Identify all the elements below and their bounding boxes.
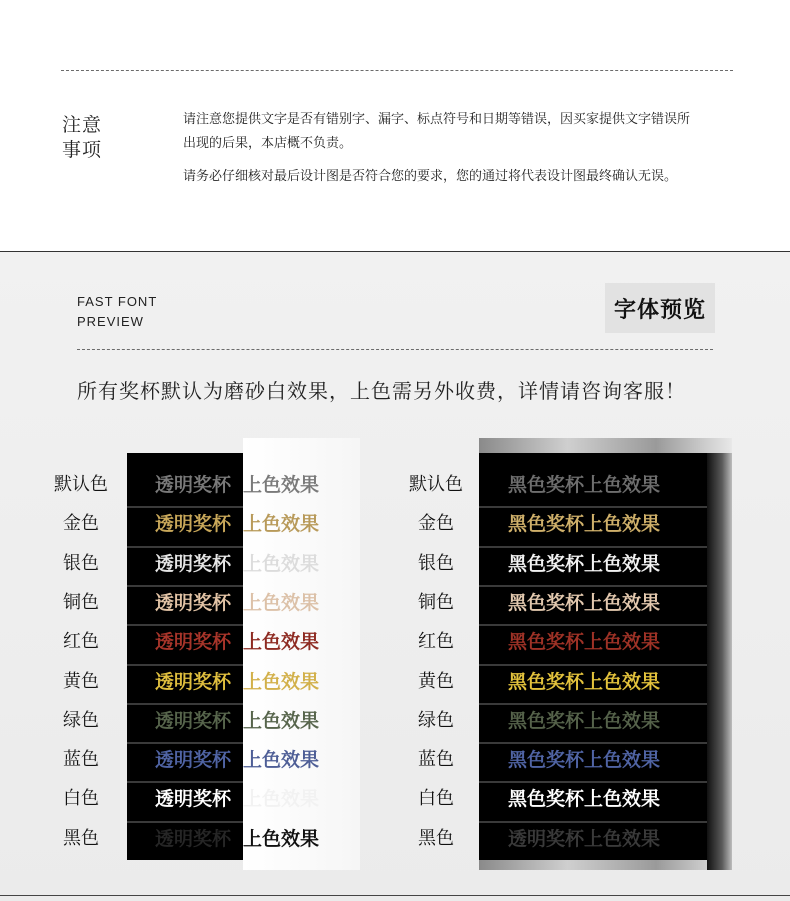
clear-row-dark-text: 透明奖杯: [155, 474, 232, 496]
clear-row-dark-text: 透明奖杯: [155, 592, 232, 614]
clear-row-dark-text: 透明奖杯: [155, 671, 232, 693]
clear-row-label: 银色: [63, 553, 99, 574]
black-row-label: 铜色: [418, 592, 454, 613]
clear-row-light-text: 上色效果: [243, 828, 320, 850]
notice-text-1-line2: 出现的后果，本店概不负责。: [183, 136, 353, 151]
preview-dashed-divider: [77, 349, 713, 350]
clear-row-label: 黑色: [63, 828, 99, 849]
clear-row-light-text: 上色效果: [243, 592, 320, 614]
black-row-gap: [479, 703, 707, 705]
black-row-label: 黄色: [418, 671, 454, 692]
clear-row-dark-text: 透明奖杯: [155, 828, 232, 850]
clear-row-light-text: 上色效果: [243, 671, 320, 693]
black-row-gap: [479, 742, 707, 744]
clear-row-gap: [127, 585, 243, 587]
clear-row-light-text: 上色效果: [243, 788, 320, 810]
clear-row-label: 默认色: [54, 474, 108, 495]
clear-row-gap: [127, 821, 243, 823]
black-row-label: 默认色: [409, 474, 463, 495]
bottom-divider: [0, 895, 790, 896]
clear-row-label: 黄色: [63, 671, 99, 692]
black-row-gap: [479, 821, 707, 823]
clear-row-light-text: 上色效果: [243, 749, 320, 771]
black-row-text: 黑色奖杯上色效果: [508, 710, 661, 732]
black-row-gap: [479, 781, 707, 783]
clear-row-dark-text: 透明奖杯: [155, 710, 232, 732]
fast-font-line2: PREVIEW: [77, 314, 144, 329]
notice-title: [62, 113, 102, 163]
black-row-label: 白色: [418, 788, 454, 809]
clear-row-label: 白色: [63, 788, 99, 809]
clear-row-gap: [127, 664, 243, 666]
clear-row-gap: [127, 742, 243, 744]
black-row-text: 黑色奖杯上色效果: [508, 749, 661, 771]
clear-row-label: 红色: [63, 631, 99, 652]
clear-row-gap: [127, 624, 243, 626]
black-row-gap: [479, 664, 707, 666]
preview-intro: 所有奖杯默认为磨砂白效果，上色需另外收费，详情请咨询客服！: [77, 379, 686, 403]
clear-row-label: 绿色: [63, 710, 99, 731]
black-row-text: 黑色奖杯上色效果: [508, 592, 661, 614]
black-row-label: 银色: [418, 553, 454, 574]
clear-row-gap: [127, 781, 243, 783]
clear-row-dark-text: 透明奖杯: [155, 749, 232, 771]
black-row-label: 红色: [418, 631, 454, 652]
clear-row-label: 金色: [63, 513, 99, 534]
black-row-text: 透明奖杯上色效果: [508, 828, 661, 850]
clear-row-gap: [127, 546, 243, 548]
notice-text-2: 请务必仔细核对最后设计图是否符合您的要求，您的通过将代表设计图最终确认无误。: [183, 169, 678, 184]
black-row-text: 黑色奖杯上色效果: [508, 671, 661, 693]
clear-row-light-text: 上色效果: [243, 553, 320, 575]
clear-row-light-text: 上色效果: [243, 513, 320, 535]
black-row-text: 黑色奖杯上色效果: [508, 631, 661, 653]
black-row-gap: [479, 546, 707, 548]
black-row-gap: [479, 585, 707, 587]
black-row-label: 蓝色: [418, 749, 454, 770]
black-row-text: 黑色奖杯上色效果: [508, 513, 661, 535]
clear-row-gap: [127, 506, 243, 508]
black-row-text: 黑色奖杯上色效果: [508, 474, 661, 496]
clear-row-dark-text: 透明奖杯: [155, 553, 232, 575]
black-row-text: 黑色奖杯上色效果: [508, 788, 661, 810]
black-row-text: 黑色奖杯上色效果: [508, 553, 661, 575]
black-row-gap: [479, 624, 707, 626]
notice-text-1-line1: 请注意您提供文字是否有错别字、漏字、标点符号和日期等错误，因买家提供文字错误所: [183, 112, 691, 127]
fast-font-line1: FAST FONT: [77, 294, 158, 309]
black-row-gap: [479, 506, 707, 508]
clear-row-dark-text: 透明奖杯: [155, 788, 232, 810]
clear-row-dark-text: 透明奖杯: [155, 631, 232, 653]
clear-row-dark-text: 透明奖杯: [155, 513, 232, 535]
black-row-label: 黑色: [418, 828, 454, 849]
notice-title-line1: 注意: [62, 114, 103, 136]
black-trophy-edge: [707, 453, 732, 870]
preview-title: 字体预览: [605, 283, 715, 333]
top-dashed-divider: [61, 70, 733, 71]
clear-row-label: 铜色: [63, 592, 99, 613]
black-row-label: 绿色: [418, 710, 454, 731]
clear-row-label: 蓝色: [63, 749, 99, 770]
clear-row-light-text: 上色效果: [243, 631, 320, 653]
notice-text-1: [183, 108, 739, 156]
clear-row-light-text: 上色效果: [243, 474, 320, 496]
black-row-label: 金色: [418, 513, 454, 534]
fast-font-preview-label: [77, 292, 157, 332]
clear-row-light-text: 上色效果: [243, 710, 320, 732]
notice-title-line2: 事项: [62, 139, 103, 161]
clear-row-gap: [127, 703, 243, 705]
